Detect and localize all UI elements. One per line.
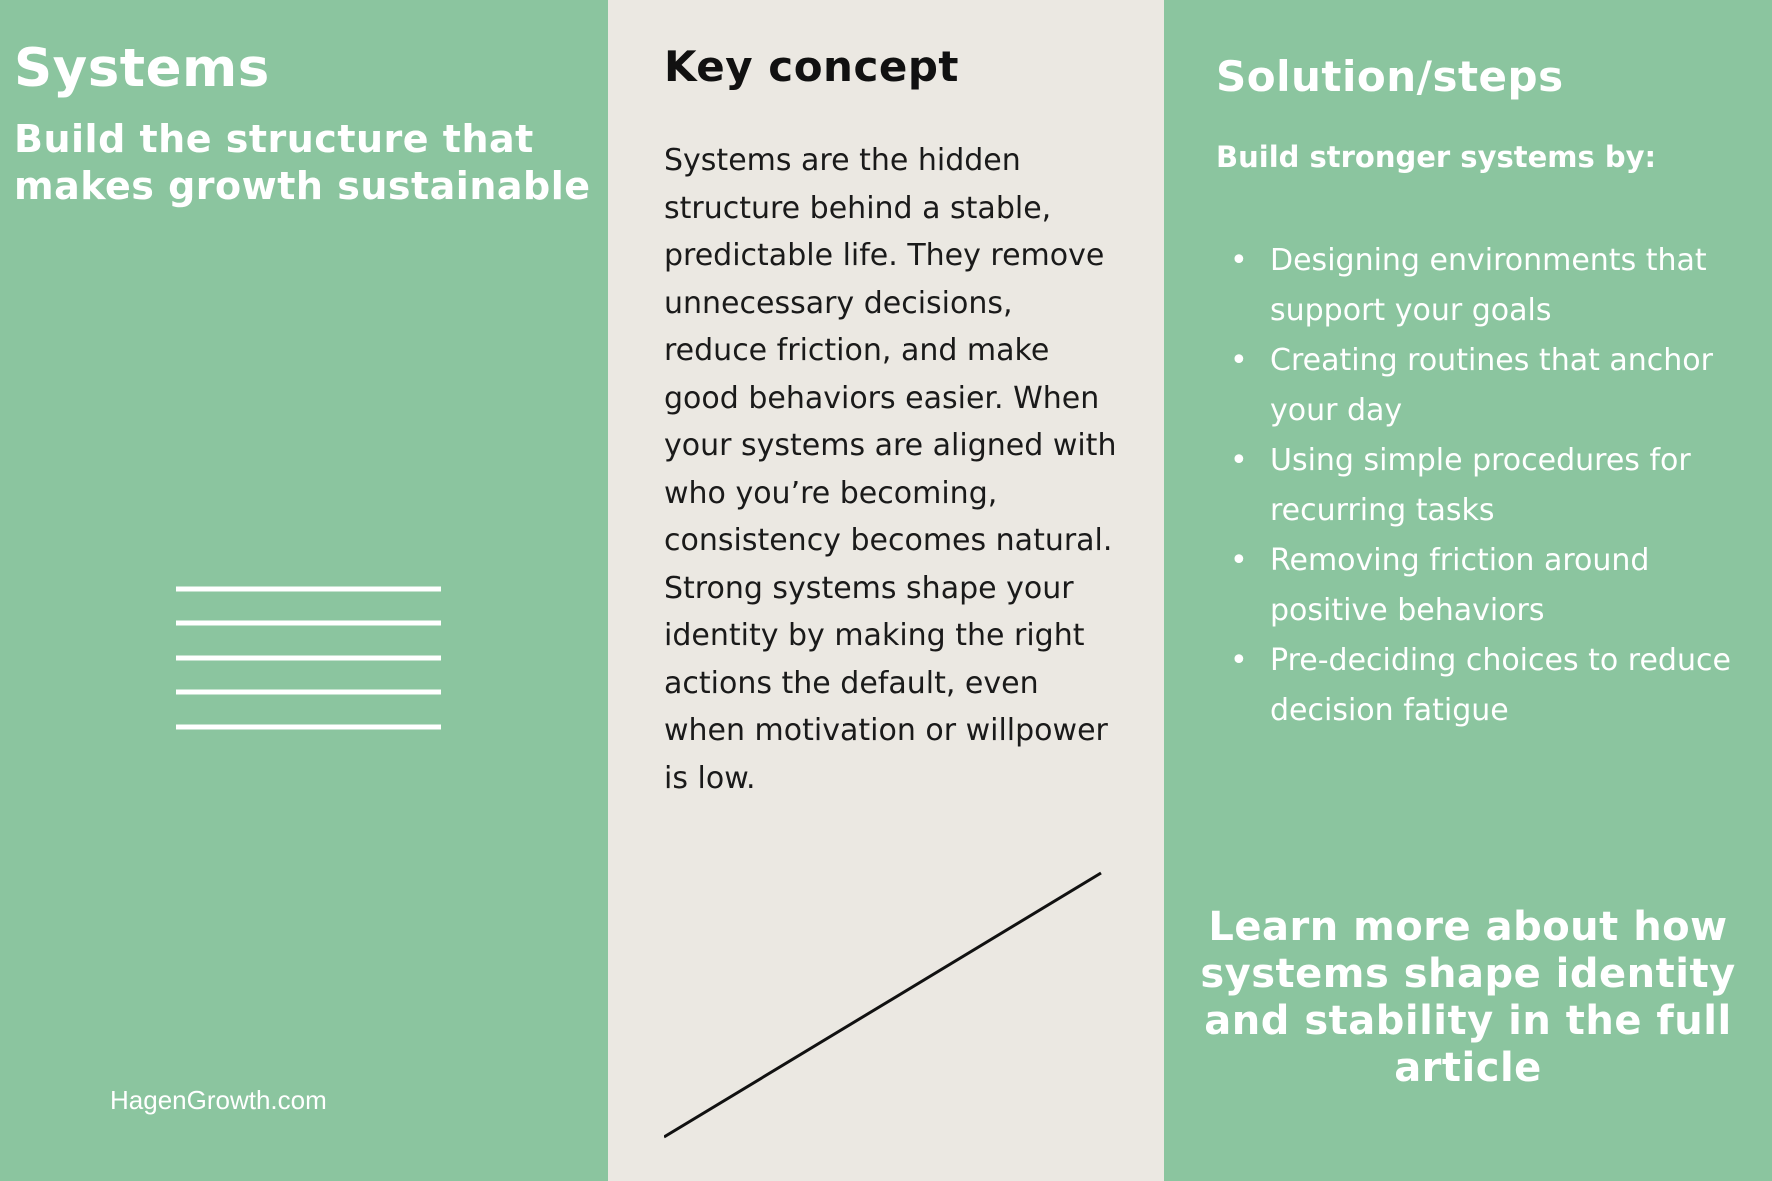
step-text: Pre-deciding choices to reduce decision fatigue [1270, 643, 1731, 728]
step-text: Designing environments that support your goals [1270, 243, 1707, 328]
key-concept-body: Systems are the hidden structure behind a stable, predictable life. They remove unnecessary decisions, reduce friction, and make good behaviors easier. When your systems are aligned with who you’re becoming, consistency becomes natural. Strong systems shape your identity by making the right actions the default, even when motivation or willpower is low. [664, 143, 1117, 796]
step-text: Creating routines that anchor your day [1270, 343, 1713, 428]
middle-panel-title: Key concept [664, 42, 959, 91]
list-item [1216, 636, 1736, 736]
steps-list [1216, 236, 1736, 736]
list-item [1216, 436, 1736, 536]
list-item [1216, 536, 1736, 636]
horizontal-lines-icon [176, 585, 441, 733]
middle-panel [608, 0, 1164, 1181]
left-panel-subtitle: Build the structure that makes growth sustainable [14, 117, 591, 208]
left-panel-title: Systems [14, 38, 270, 99]
bullet-icon: • [1230, 543, 1248, 578]
bullet-icon: • [1230, 643, 1248, 678]
steps-lead: Build stronger systems by: [1216, 140, 1657, 174]
step-text: Using simple procedures for recurring tasks [1270, 443, 1691, 528]
right-panel [1164, 0, 1772, 1181]
site-url: HagenGrowth.com [110, 1085, 327, 1115]
call-to-action: Learn more about how systems shape identity and stability in the full article [1200, 904, 1736, 1091]
bullet-icon: • [1230, 443, 1248, 478]
bullet-icon: • [1230, 243, 1248, 278]
right-panel-title: Solution/steps [1216, 52, 1564, 101]
left-panel [0, 0, 608, 1181]
bullet-icon: • [1230, 343, 1248, 378]
list-item [1216, 236, 1736, 336]
list-item [1216, 336, 1736, 436]
diagonal-line-icon [664, 870, 1104, 1140]
step-text: Removing friction around positive behaviors [1270, 543, 1650, 628]
